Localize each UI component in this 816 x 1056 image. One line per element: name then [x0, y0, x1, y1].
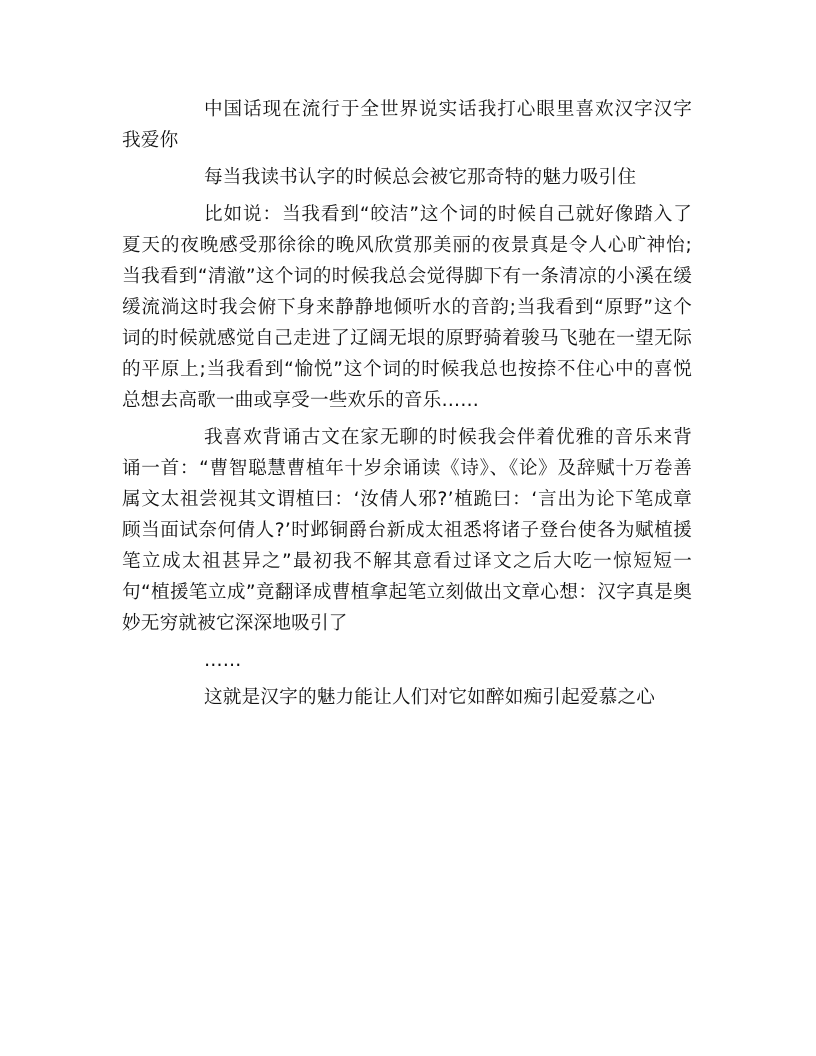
paragraph-ellipsis: …… [204, 650, 242, 671]
paragraph-intro: 中国话现在流行于全世界说实话我打心眼里喜欢汉字汉字我爱你 [122, 99, 692, 151]
document-body [122, 94, 692, 719]
paragraph-classical-text: 我喜欢背诵古文在家无聊的时候我会伴着优雅的音乐来背诵一首：“曹智聪慧曹植年十岁余诵读《诗》、《论》及辞赋十万卷善属文太祖尝视其文谓植曰：‘汝倩人邪?’植跪曰：‘言出为论下笔成章顾当面试奈何倩人?’时邺铜爵台新成太祖悉将诸子登台使各为赋植援笔立成太祖甚异之”最初我不解其意看过译文之后大吃一惊短短一句“植援笔立成”竟翻译成曹植拿起笔立刻做出文章心想：汉字真是奥妙无穷就被它深深地吸引了 [122, 427, 692, 634]
paragraph-examples: 比如说：当我看到“皎洁”这个词的时候自己就好像踏入了夏天的夜晚感受那徐徐的晚风欣赏那美丽的夜景真是令人心旷神怡;当我看到“清澈”这个词的时候我总会觉得脚下有一条清凉的小溪在缓缓流淌这时我会俯下身来静静地倾听水的音韵;当我看到“原野”这个词的时候就感觉自己走进了辽阔无垠的原野骑着骏马飞驰在一望无际的平原上;当我看到“愉悦”这个词的时候我总也按捺不住心中的喜悦总想去高歌一曲或享受一些欢乐的音乐…… [122, 204, 692, 411]
paragraph-conclusion: 这就是汉字的魅力能让人们对它如醉如痴引起爱慕之心 [204, 687, 656, 708]
paragraph-reading: 每当我读书认字的时候总会被它那奇特的魅力吸引住 [204, 167, 637, 188]
